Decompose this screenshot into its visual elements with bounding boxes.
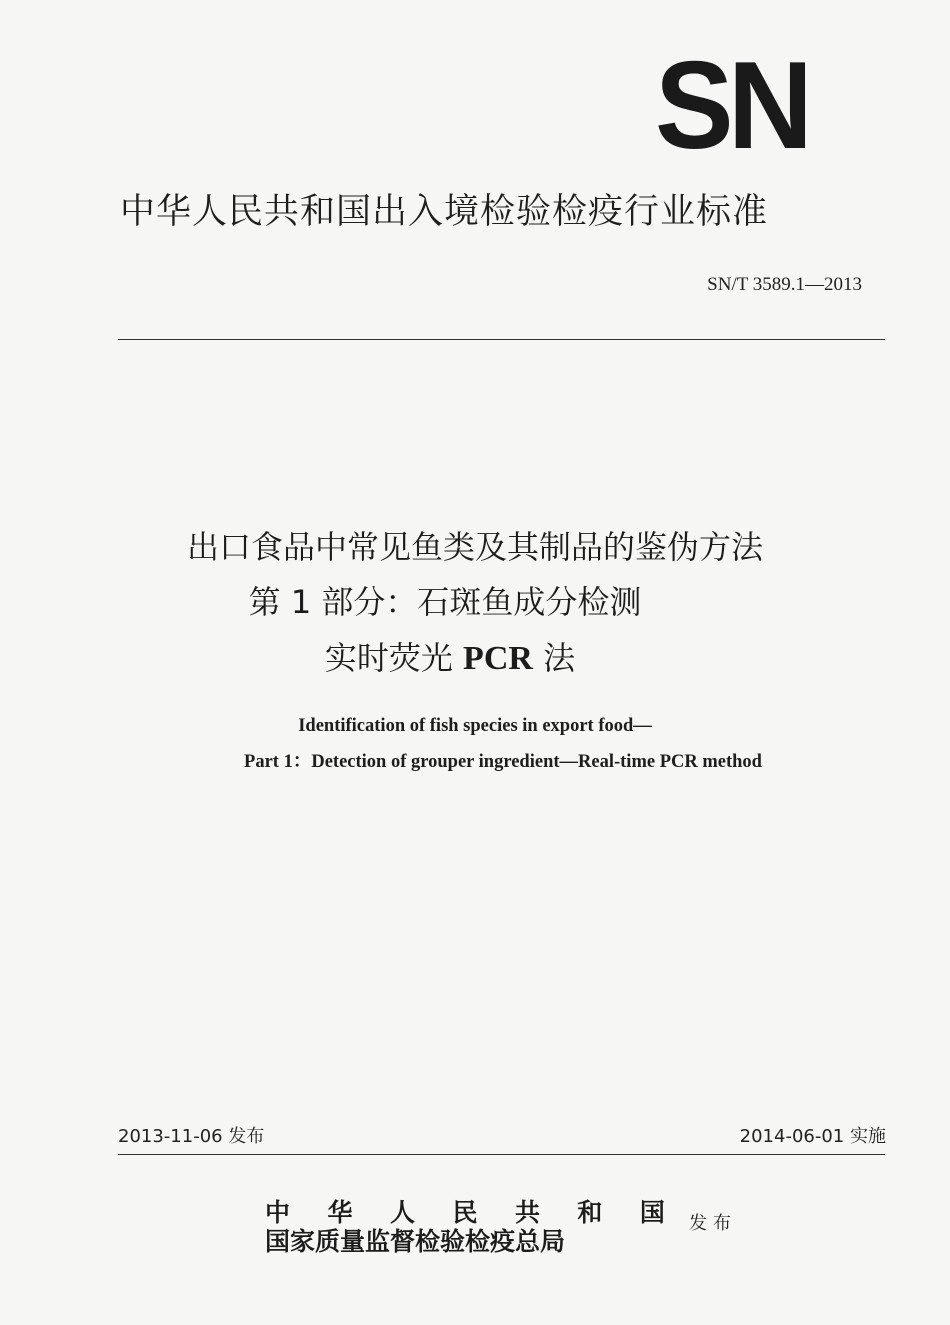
issuer-char: 和 <box>577 1198 603 1227</box>
bottom-divider <box>118 1154 885 1155</box>
top-divider <box>118 339 885 340</box>
title-en-line2: Part 1：Detection of grouper ingredient—Real-time PCR method <box>244 752 762 772</box>
agency-title: 中华人民共和国出入境检验检疫行业标准 <box>120 192 769 232</box>
issuer-char: 国 <box>639 1198 665 1227</box>
issue-date: 2013-11-06 发布 <box>118 1126 265 1147</box>
effective-date: 2014-06-01 实施 <box>739 1126 886 1147</box>
title-cn-line3-suffix: 法 <box>543 639 576 677</box>
title-en-line1: Identification of fish species in export food— <box>298 716 652 736</box>
sn-logo: SN <box>655 37 808 175</box>
issuer-char: 共 <box>514 1198 540 1227</box>
issuer-agency: 国家质量监督检验检疫总局 <box>265 1227 566 1256</box>
title-cn-line3 <box>0 633 925 679</box>
title-cn-line3-latin: PCR <box>463 640 533 677</box>
issuer-char: 中 <box>265 1198 291 1227</box>
title-cn-line2: 第 1 部分：石斑鱼成分检测 <box>248 583 642 621</box>
standard-code: SN/T 3589.1—2013 <box>707 274 862 295</box>
issuer-char: 民 <box>452 1198 478 1227</box>
title-cn-line3-prefix: 实时荧光 <box>324 639 453 677</box>
issue-label: 发布 <box>689 1213 737 1234</box>
issuer-char: 人 <box>389 1198 415 1227</box>
issuer-char: 华 <box>327 1198 353 1227</box>
title-cn-line1: 出口食品中常见鱼类及其制品的鉴伪方法 <box>186 528 763 566</box>
